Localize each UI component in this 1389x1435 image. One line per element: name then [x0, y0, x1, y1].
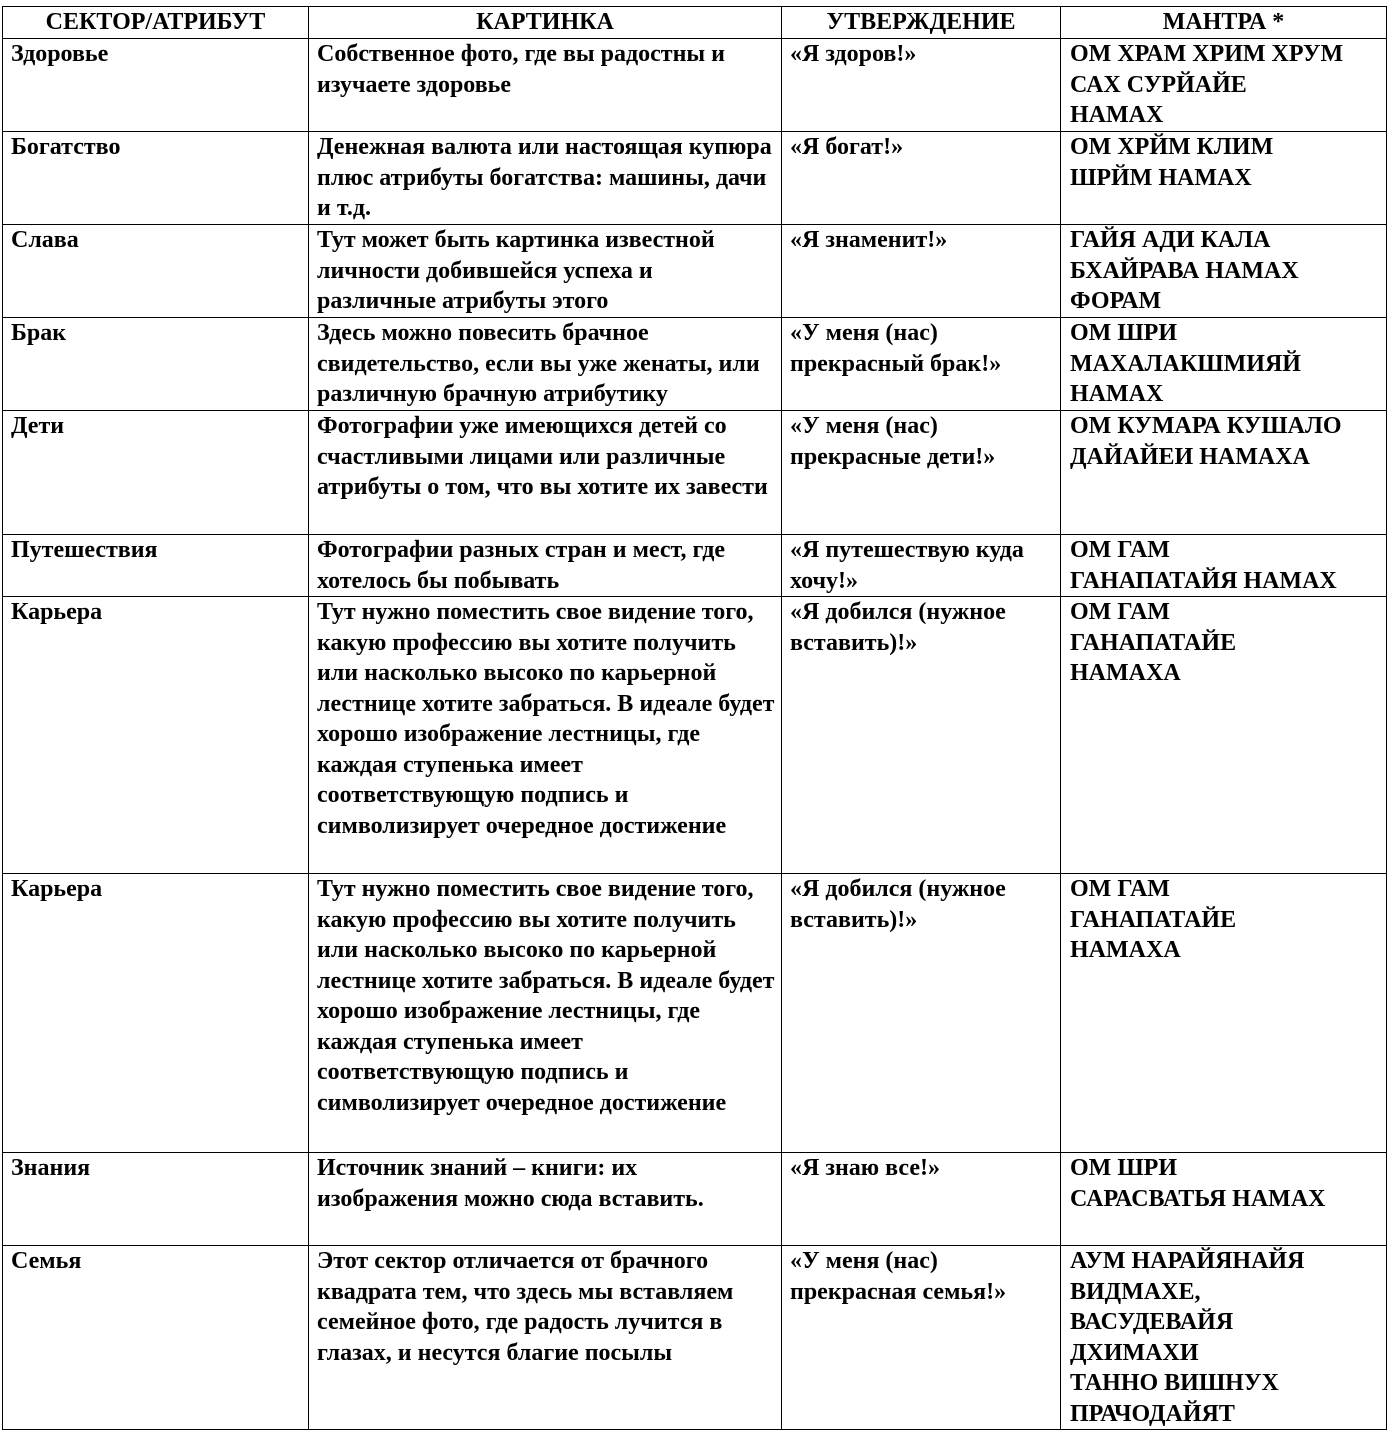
cell-picture: Фотографии разных стран и мест, где хотелось бы побывать [309, 535, 782, 597]
cell-picture: Этот сектор отличается от брачного квадрата тем, что здесь мы вставляем семейное фото, где радость лучится в глазах, и несутся благие посылы [309, 1246, 782, 1430]
mantra-text: АУМ НАРАЙЯНАЙЯ ВИДМАХЕ, ВАСУДЕВАЙЯ ДХИМАХИ ТАННО ВИШНУХ ПРАЧОДАЙЯТ [1070, 1248, 1305, 1427]
mantra-text: ОМ ШРИ МАХАЛАКШМИЯЙ НАМАХ [1070, 320, 1301, 407]
document-page [2, 6, 1386, 1430]
table-row [3, 318, 1387, 411]
mantra-text: ОМ ГАМ ГАНАПАТАЙЕ НАМАХА [1070, 876, 1237, 963]
cell-sector: Здоровье [3, 39, 309, 132]
table-row [3, 874, 1387, 1153]
cell-statement: «У меня (нас) прекрасные дети!» [782, 411, 1061, 535]
cell-statement: «Я богат!» [782, 132, 1061, 225]
cell-sector: Путешествия [3, 535, 309, 597]
cell-mantra [1061, 132, 1387, 225]
table-row [3, 411, 1387, 535]
cell-sector: Брак [3, 318, 309, 411]
cell-picture: Тут нужно поместить свое видение того, какую профессию вы хотите получить или насколько высоко по карьерной лестнице хотите забраться. В идеале будет хорошо изображение лестницы, где каждая ступенька имеет соответствующую подпись и символизирует очередное достижение [309, 597, 782, 874]
cell-sector: Знания [3, 1153, 309, 1246]
cell-statement: «Я добился (нужное вставить)!» [782, 874, 1061, 1153]
cell-picture: Здесь можно повесить брачное свидетельство, если вы уже женаты, или различную брачную атрибутику [309, 318, 782, 411]
cell-picture: Тут может быть картинка известной личности добившейся успеха и различные атрибуты этого [309, 225, 782, 318]
cell-mantra [1061, 1153, 1387, 1246]
cell-picture: Денежная валюта или настоящая купюра плюс атрибуты богатства: машины, дачи и т.д. [309, 132, 782, 225]
table-header-row [3, 7, 1387, 39]
cell-picture: Источник знаний – книги: их изображения можно сюда вставить. [309, 1153, 782, 1246]
cell-mantra [1061, 1246, 1387, 1430]
table-row [3, 597, 1387, 874]
cell-sector: Дети [3, 411, 309, 535]
table-row [3, 225, 1387, 318]
cell-sector: Слава [3, 225, 309, 318]
header-sector: СЕКТОР/АТРИБУТ [3, 7, 309, 39]
cell-statement: «Я здоров!» [782, 39, 1061, 132]
mantra-table [2, 6, 1387, 1430]
cell-mantra [1061, 597, 1387, 874]
cell-mantra [1061, 411, 1387, 535]
cell-sector: Богатство [3, 132, 309, 225]
cell-mantra [1061, 874, 1387, 1153]
cell-sector: Семья [3, 1246, 309, 1430]
header-mantra: МАНТРА * [1061, 7, 1387, 39]
header-picture: КАРТИНКА [309, 7, 782, 39]
mantra-text: ОМ ГАМ ГАНАПАТАЙЯ НАМАХ [1070, 537, 1337, 594]
cell-statement: «Я знаю все!» [782, 1153, 1061, 1246]
cell-statement: «У меня (нас) прекрасный брак!» [782, 318, 1061, 411]
cell-picture: Собственное фото, где вы радостны и изучаете здоровье [309, 39, 782, 132]
table-row [3, 39, 1387, 132]
cell-sector: Карьера [3, 597, 309, 874]
table-row [3, 1246, 1387, 1430]
cell-picture: Тут нужно поместить свое видение того, какую профессию вы хотите получить или насколько высоко по карьерной лестнице хотите забраться. В идеале будет хорошо изображение лестницы, где каждая ступенька имеет соответствующую подпись и символизирует очередное достижение [309, 874, 782, 1153]
mantra-text: ОМ ХРАМ ХРИМ ХРУМ САХ СУРЙАЙЕ НАМАХ [1070, 41, 1344, 128]
table-row [3, 1153, 1387, 1246]
cell-statement: «У меня (нас) прекрасная семья!» [782, 1246, 1061, 1430]
cell-mantra [1061, 535, 1387, 597]
cell-picture: Фотографии уже имеющихся детей со счастливыми лицами или различные атрибуты о том, что вы хотите их завести [309, 411, 782, 535]
mantra-text: ГАЙЯ АДИ КАЛА БХАЙРАВА НАМАХ ФОРАМ [1070, 227, 1299, 314]
mantra-text: ОМ ХРЙМ КЛИМ ШРЙМ НАМАХ [1070, 134, 1274, 191]
mantra-text: ОМ ШРИ САРАСВАТЬЯ НАМАХ [1070, 1155, 1326, 1212]
mantra-text: ОМ ГАМ ГАНАПАТАЙЕ НАМАХА [1070, 599, 1237, 686]
cell-mantra [1061, 39, 1387, 132]
cell-mantra [1061, 225, 1387, 318]
cell-statement: «Я знаменит!» [782, 225, 1061, 318]
cell-statement: «Я путешествую куда хочу!» [782, 535, 1061, 597]
mantra-text: ОМ КУМАРА КУШАЛО ДАЙАЙЕИ НАМАХА [1070, 413, 1342, 470]
cell-sector: Карьера [3, 874, 309, 1153]
cell-mantra [1061, 318, 1387, 411]
cell-statement: «Я добился (нужное вставить)!» [782, 597, 1061, 874]
table-row [3, 132, 1387, 225]
table-row [3, 535, 1387, 597]
header-statement: УТВЕРЖДЕНИЕ [782, 7, 1061, 39]
